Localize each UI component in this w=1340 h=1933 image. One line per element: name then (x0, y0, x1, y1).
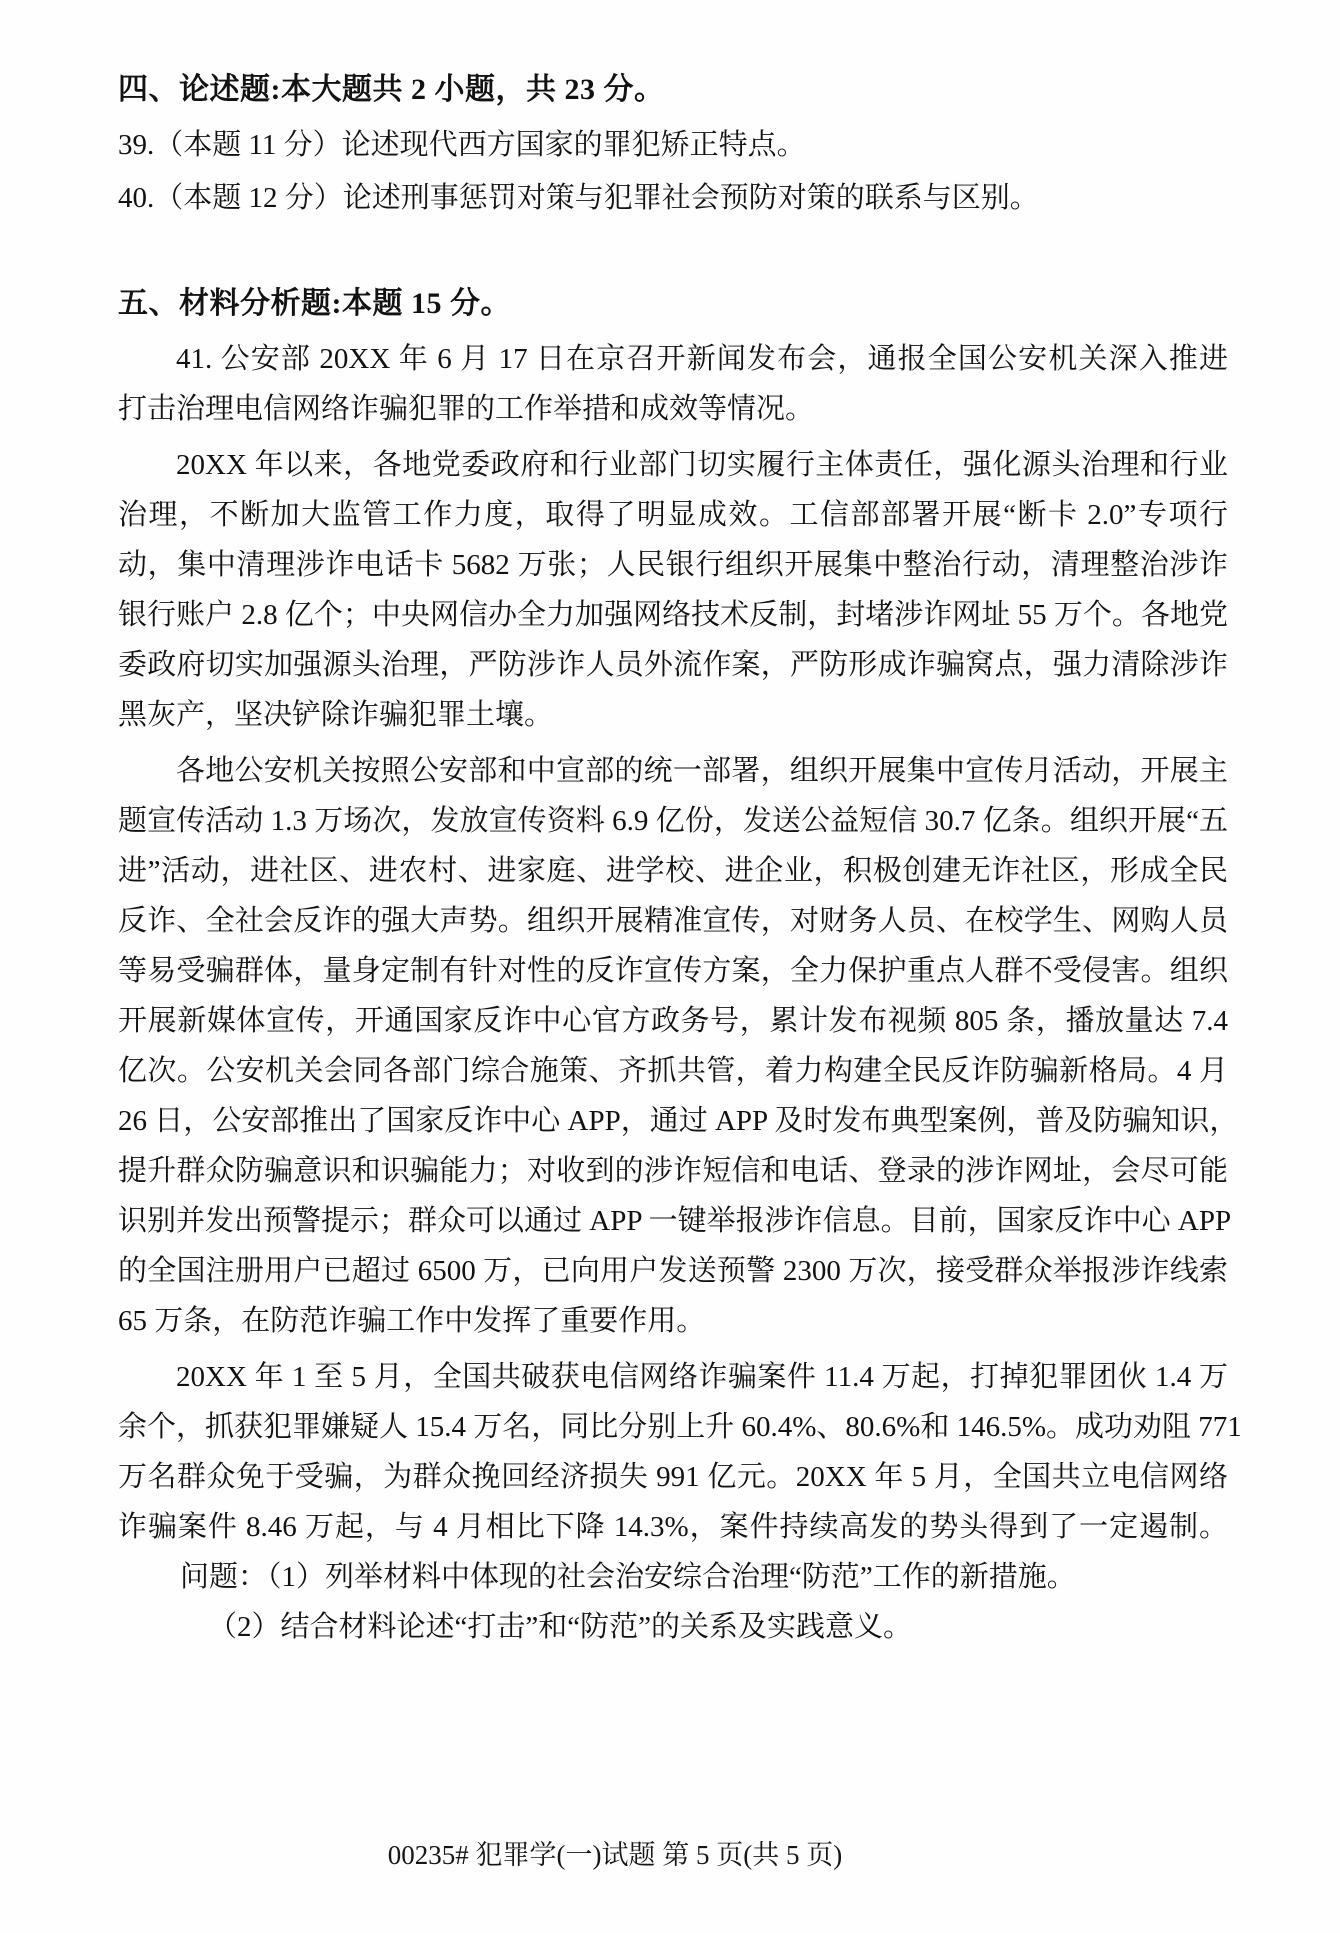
material-line: 的全国注册用户已超过 6500 万，已向用户发送预警 2300 万次，接受群众举报涉诈线索 (118, 1255, 1228, 1287)
material-line: 治理，不断加大监管工作力度，取得了明显成效。工信部部署开展“断卡 2.0”专项行 (118, 499, 1228, 531)
material-question-2: （2）结合材料论述“打击”和“防范”的关系及实践意义。 (208, 1611, 912, 1643)
material-line: 各地公安机关按照公安部和中宣部的统一部署，组织开展集中宣传月活动，开展主 (176, 755, 1228, 787)
material-line: 银行账户 2.8 亿个；中央网信办全力加强网络技术反制，封堵涉诈网址 55 万个。各地党 (118, 599, 1228, 631)
material-line: 20XX 年 1 至 5 月，全国共破获电信网络诈骗案件 11.4 万起，打掉犯罪团伙 1.4 万 (176, 1361, 1228, 1393)
question-39: 39.（本题 11 分）论述现代西方国家的罪犯矫正特点。 (118, 129, 806, 161)
material-line: 余个，抓获犯罪嫌疑人 15.4 万名，同比分别上升 60.4%、80.6%和 146.5%。成功劝阻 771 (118, 1411, 1242, 1443)
page-content (118, 72, 1242, 1652)
material-line: 诈骗案件 8.46 万起，与 4 月相比下降 14.3%，案件持续高发的势头得到了一定遏制。 (118, 1511, 1228, 1543)
material-line: 委政府切实加强源头治理，严防涉诈人员外流作案，严防形成诈骗窝点，强力清除涉诈 (118, 649, 1228, 681)
page-footer: 00235# 犯罪学(一)试题 第 5 页(共 5 页) (387, 1840, 843, 1870)
material-line: 等易受骗群体，量身定制有针对性的反诈宣传方案，全力保护重点人群不受侵害。组织 (118, 955, 1228, 987)
material-line: 万名群众免于受骗，为群众挽回经济损失 991 亿元。20XX 年 5 月，全国共立电信网络 (118, 1461, 1228, 1493)
material-line: 题宣传活动 1.3 万场次，发放宣传资料 6.9 亿份，发送公益短信 30.7 亿条。组织开展“五 (118, 805, 1228, 837)
material-line: 亿次。公安机关会同各部门综合施策、齐抓共管，着力构建全民反诈防骗新格局。4 月 (118, 1055, 1228, 1087)
material-question-1: 问题：（1）列举材料中体现的社会治安综合治理“防范”工作的新措施。 (180, 1561, 1076, 1593)
section-five-heading: 五、材料分析题:本题 15 分。 (118, 287, 511, 320)
material-line: 41. 公安部 20XX 年 6 月 17 日在京召开新闻发布会，通报全国公安机关深入推进 (176, 343, 1228, 375)
material-line: 反诈、全社会反诈的强大声势。组织开展精准宣传，对财务人员、在校学生、网购人员 (118, 905, 1228, 937)
material-line: 提升群众防骗意识和识骗能力；对收到的涉诈短信和电话、登录的涉诈网址，会尽可能 (118, 1155, 1228, 1187)
material-line: 26 日，公安部推出了国家反诈中心 APP，通过 APP 及时发布典型案例，普及防骗知识， (118, 1105, 1239, 1137)
question-40: 40.（本题 12 分）论述刑事惩罚对策与犯罪社会预防对策的联系与区别。 (118, 182, 1039, 214)
material-line: 黑灰产，坚决铲除诈骗犯罪土壤。 (118, 699, 554, 731)
material-line: 20XX 年以来，各地党委政府和行业部门切实履行主体责任，强化源头治理和行业 (176, 449, 1228, 481)
material-line: 开展新媒体宣传，开通国家反诈中心官方政务号，累计发布视频 805 条，播放量达 7.4 (118, 1005, 1228, 1037)
material-line: 进”活动，进社区、进农村、进家庭、进学校、进企业，积极创建无诈社区，形成全民 (118, 855, 1228, 887)
material-line: 识别并发出预警提示；群众可以通过 APP 一键举报涉诈信息。目前，国家反诈中心 APP (118, 1205, 1232, 1237)
section-four-heading: 四、论述题:本大题共 2 小题，共 23 分。 (118, 73, 665, 106)
material-line: 打击治理电信网络诈骗犯罪的工作举措和成效等情况。 (118, 393, 815, 425)
material-line: 65 万条，在防范诈骗工作中发挥了重要作用。 (118, 1305, 706, 1337)
material-line: 动，集中清理涉诈电话卡 5682 万张；人民银行组织开展集中整治行动，清理整治涉诈 (118, 549, 1228, 581)
